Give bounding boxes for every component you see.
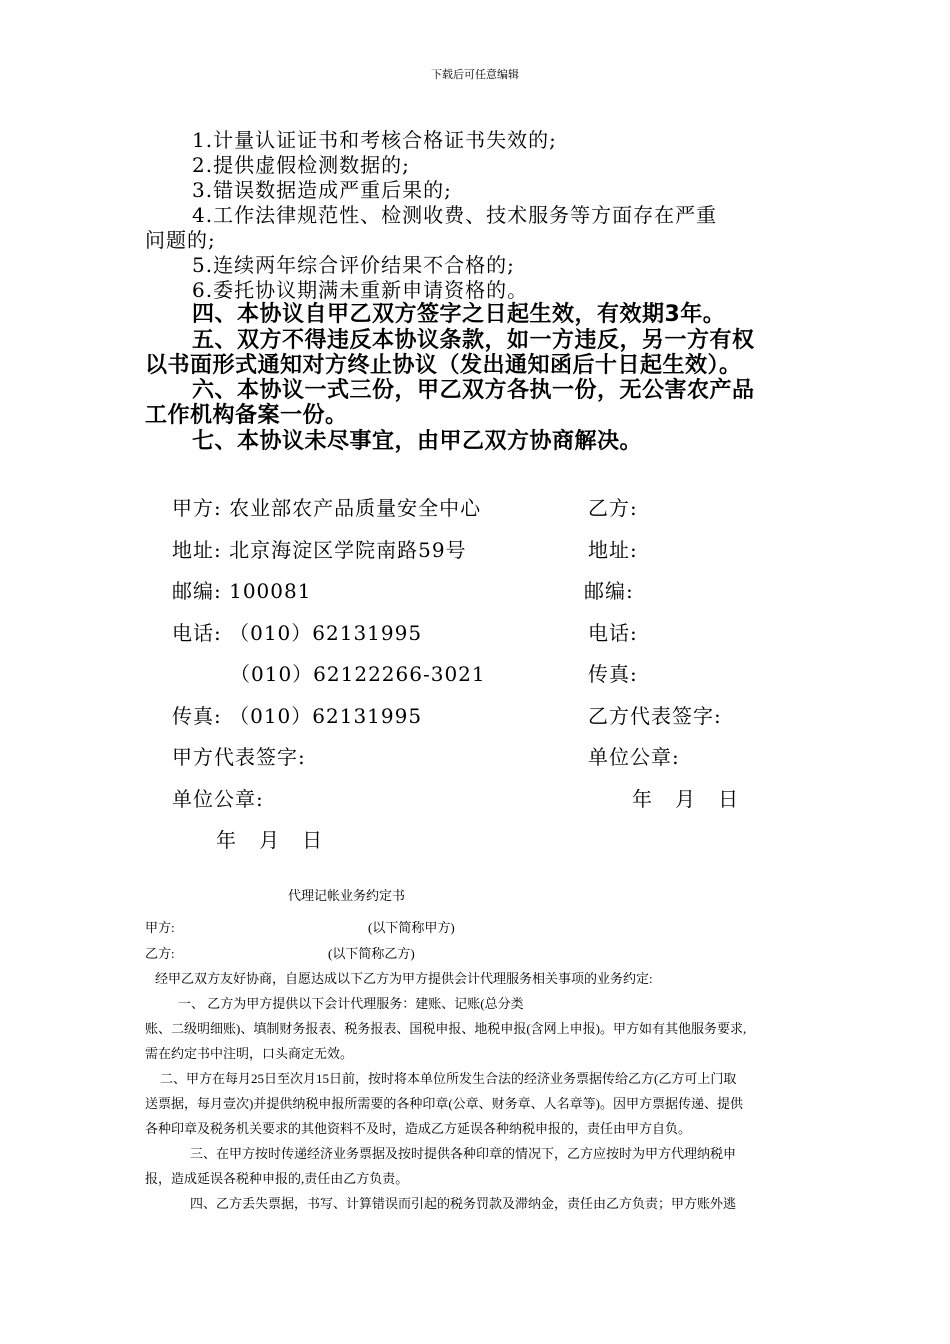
- party-a-fax: 传真: （010）62131995: [172, 704, 423, 728]
- party-a-signature: 甲方代表签字:: [172, 745, 306, 769]
- agreement-party-a-note: (以下简称甲方): [368, 920, 455, 935]
- party-b-postcode: 邮编:: [584, 579, 634, 603]
- party-a-name: 甲方: 农业部农产品质量安全中心: [172, 496, 482, 520]
- party-b-phone: 电话:: [588, 621, 638, 645]
- party-a-seal: 单位公章:: [172, 787, 264, 811]
- list-item: 6.委托协议期满未重新申请资格的。: [192, 278, 529, 302]
- page-header: 下载后可任意编辑: [431, 69, 519, 81]
- agreement-party-b-note: (以下简称乙方): [328, 946, 415, 961]
- agreement-title: 代理记帐业务约定书: [288, 888, 406, 903]
- list-item: 2.提供虚假检测数据的;: [192, 153, 410, 177]
- list-item: 5.连续两年综合评价结果不合格的;: [192, 253, 515, 277]
- party-b-signature: 乙方代表签字:: [588, 704, 722, 728]
- list-item: 1.计量认证证书和考核合格证书失效的;: [192, 128, 557, 152]
- party-a-phone-2: （010）62122266-3021: [230, 662, 486, 686]
- clause-six-cont: 工作机构备案一份。: [145, 403, 348, 428]
- agreement-line: 送票据，每月壹次)并提供纳税申报所需要的各种印章(公章、财务章、人名章等)。因甲方票据传递、提供: [145, 1096, 743, 1111]
- party-b-fax: 传真:: [588, 662, 638, 686]
- list-item: 4.工作法律规范性、检测收费、技术服务等方面存在严重: [192, 203, 718, 227]
- party-b-name: 乙方:: [588, 496, 638, 520]
- agreement-line: 四、乙方丢失票据，书写、计算错误而引起的税务罚款及滞纳金，责任由乙方负责；甲方账外逃: [190, 1196, 737, 1211]
- party-a-address: 地址: 北京海淀区学院南路59号: [172, 538, 467, 562]
- agreement-party-a-label: 甲方:: [145, 920, 175, 935]
- clause-five-cont: 以书面形式通知对方终止协议（发出通知函后十日起生效）。: [145, 353, 742, 378]
- list-item: 3.错误数据造成严重后果的;: [192, 178, 452, 202]
- agreement-line: 各种印章及税务机关要求的其他资料不及时，造成乙方延误各种纳税申报的，责任由甲方自负。: [145, 1121, 692, 1136]
- agreement-line: 需在约定书中注明，口头商定无效。: [145, 1046, 354, 1061]
- agreement-party-b-label: 乙方:: [145, 946, 175, 961]
- agreement-line: 一、 乙方为甲方提供以下会计代理服务：建账、记账(总分类: [178, 996, 524, 1011]
- clause-six: 六、本协议一式三份，甲乙双方各执一份，无公害农产品: [192, 378, 755, 403]
- clause-four: 四、本协议自甲乙双方签字之日起生效，有效期3年。: [192, 302, 726, 327]
- agreement-line: 账、二级明细账)、填制财务报表、税务报表、国税申报、地税申报(含网上申报)。甲方如有其他服务要求,: [145, 1021, 747, 1036]
- party-b-seal: 单位公章:: [588, 745, 680, 769]
- party-a-date: 年 月 日: [216, 828, 324, 852]
- party-a-phone: 电话: （010）62131995: [172, 621, 423, 645]
- party-b-date: 年 月 日: [632, 787, 740, 811]
- list-item-continuation: 问题的;: [145, 228, 216, 252]
- agreement-intro: 经甲乙双方友好协商，自愿达成以下乙方为甲方提供会计代理服务相关事项的业务约定:: [155, 971, 653, 986]
- party-b-address: 地址:: [588, 538, 638, 562]
- agreement-line: 二、甲方在每月25日至次月15日前，按时将本单位所发生合法的经济业务票据传给乙方(乙方可上门取: [160, 1071, 737, 1086]
- clause-seven: 七、本协议未尽事宜，由甲乙双方协商解决。: [192, 429, 643, 454]
- party-a-postcode: 邮编: 100081: [172, 579, 312, 603]
- agreement-line: 报，造成延误各税种申报的,责任由乙方负责。: [145, 1171, 409, 1186]
- agreement-line: 三、在甲方按时传递经济业务票据及按时提供各种印章的情况下，乙方应按时为甲方代理纳税申: [190, 1146, 737, 1161]
- clause-five: 五、双方不得违反本协议条款，如一方违反，另一方有权: [192, 328, 755, 353]
